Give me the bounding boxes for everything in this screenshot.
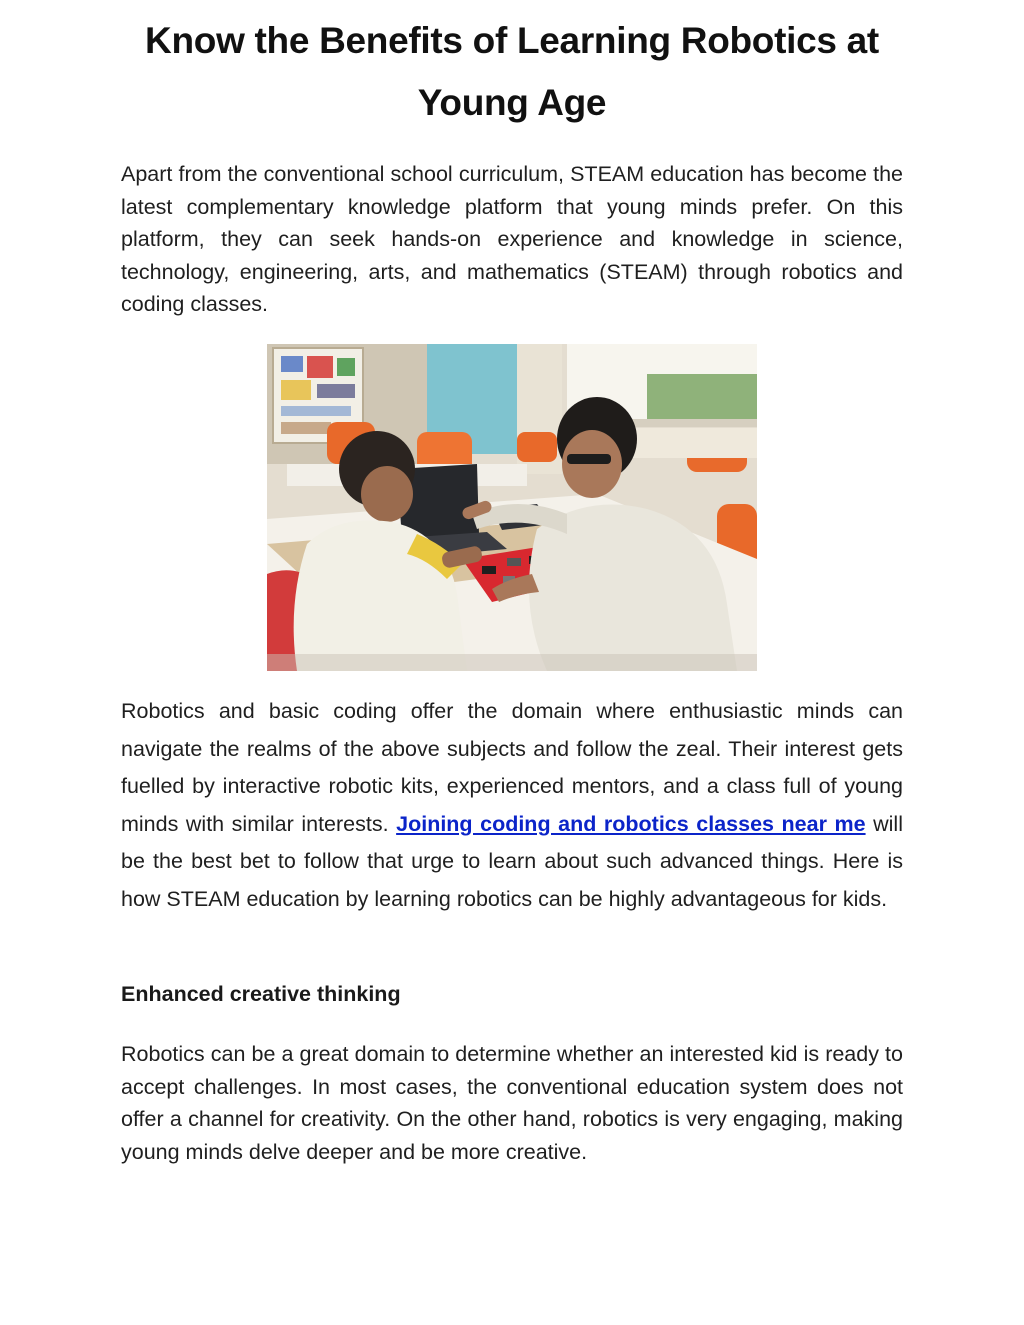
- article-title: Know the Benefits of Learning Robotics at Young Age: [145, 20, 879, 123]
- section-heading: Enhanced creative thinking: [121, 982, 401, 1006]
- intro-paragraph: Apart from the conventional school curriculum, STEAM education has become the latest complementary knowledge platform that young minds prefer. On this platform, they can seek hands-on experience and knowledge in science, technology, engineering, arts, and mathematics (STEAM) through robotics and coding classes.: [121, 162, 903, 317]
- classroom-photo: [267, 344, 757, 671]
- coding-classes-link[interactable]: Joining coding and robotics classes near me: [396, 811, 866, 836]
- robotics-paragraph-text-after: will be the best bet to follow that urge to learn about such advanced things. Here is how STEAM education by learning robotics can be highly advantageous for kids.: [121, 811, 903, 911]
- section-paragraph: Robotics can be a great domain to determine whether an interested kid is ready to accept challenges. In most cases, the conventional education system does not offer a channel for creativity. On the other hand, robotics is very engaging, making young minds delve deeper and be more creative.: [121, 1042, 903, 1164]
- robotics-paragraph-text-before: Robotics and basic coding offer the domain where enthusiastic minds can navigate the realms of the above subjects and follow the zeal. Their interest gets fuelled by interactive robotic kits, experienced mentors, and a class full of young minds with similar interests.: [121, 699, 903, 836]
- classroom-photo-illustration: [267, 344, 757, 671]
- robotics-paragraph: [121, 693, 903, 918]
